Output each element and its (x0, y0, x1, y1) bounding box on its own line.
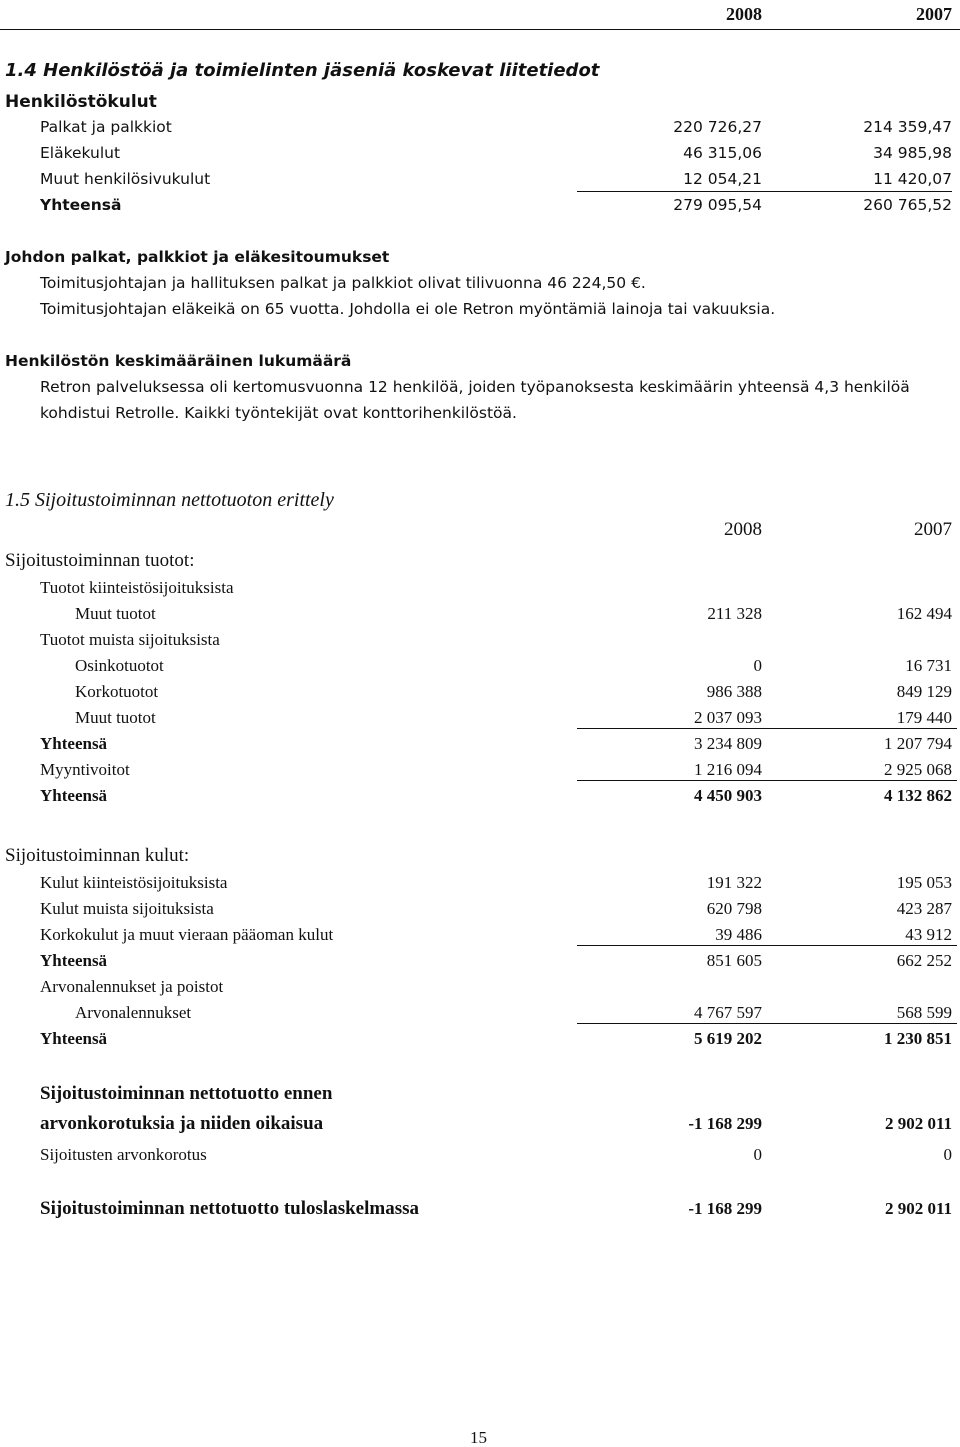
row-value-2008: 191 322 (706, 873, 762, 892)
management-pay-title: Johdon palkat, palkkiot ja eläkesitoumukset (5, 248, 390, 266)
row-label: Tuotot kiinteistösijoituksista (40, 578, 234, 597)
row-value-2008: 0 (753, 656, 762, 675)
subtotal-rule (577, 945, 957, 946)
row-value-2007: 214 359,47 (863, 118, 952, 136)
row-label: Arvonalennukset (75, 1003, 192, 1022)
net-return-before-label: arvonkorotuksia ja niiden oikaisua (40, 1113, 324, 1134)
row-label: Kulut kiinteistösijoituksista (40, 873, 228, 892)
row-value-2008: 620 798 (706, 899, 762, 918)
row-label: Osinkotuotot (75, 656, 164, 675)
average-staff-text: Retron palveluksessa oli kertomusvuonna 12 henkilöä, joiden työpanoksesta keskimäärin yhteensä 4,3 henkilöä (40, 378, 910, 396)
row-label: Kulut muista sijoituksista (40, 899, 214, 918)
row-label: Muut henkilösivukulut (40, 170, 211, 188)
row-value-2007: 162 494 (896, 604, 952, 623)
row-label: Myyntivoitot (40, 760, 130, 779)
grand-total-value-2008: 5 619 202 (694, 1029, 762, 1048)
grand-total-value-2007: 1 230 851 (884, 1029, 952, 1048)
year-2008-header: 2008 (726, 4, 762, 24)
row-value-2007: 2 925 068 (884, 760, 952, 779)
grand-total-value-2007: 4 132 862 (884, 786, 952, 805)
net-return-total-2007: 2 902 011 (884, 1199, 952, 1218)
row-value-2008: 46 315,06 (683, 144, 762, 162)
row-value-2008: 2 037 093 (694, 708, 762, 727)
net-return-before-2008: -1 168 299 (688, 1114, 762, 1133)
row-label: Arvonalennukset ja poistot (40, 977, 224, 996)
row-value-2008: 39 486 (715, 925, 762, 944)
row-value-2007: 43 912 (905, 925, 952, 944)
net-return-before-label: Sijoitustoiminnan nettotuotto ennen (40, 1083, 333, 1104)
row-value-2007: 11 420,07 (873, 170, 952, 188)
total-label: Yhteensä (40, 734, 108, 753)
total-value-2008: 279 095,54 (673, 196, 762, 214)
total-value-2007: 1 207 794 (884, 734, 952, 753)
total-value-2008: 3 234 809 (694, 734, 762, 753)
management-pay-text: Toimitusjohtajan eläkeikä on 65 vuotta. Johdolla ei ole Retron myöntämiä lainoja tai vakuuksia. (40, 300, 776, 318)
revaluation-2007: 0 (943, 1145, 952, 1164)
row-value-2008: 4 767 597 (694, 1003, 762, 1022)
subtotal-rule (577, 191, 952, 192)
row-value-2007: 423 287 (896, 899, 952, 918)
net-return-before-2007: 2 902 011 (884, 1114, 952, 1133)
section-1-5-heading: 1.5 Sijoitustoiminnan nettotuoton erittely (5, 489, 334, 511)
row-value-2008: 986 388 (706, 682, 762, 701)
income-title: Sijoitustoiminnan tuotot: (5, 550, 195, 571)
grand-total-label: Yhteensä (40, 1029, 108, 1048)
row-value-2007: 34 985,98 (873, 144, 952, 162)
year-2007-header: 2007 (914, 519, 952, 540)
row-value-2008: 12 054,21 (683, 170, 762, 188)
row-value-2007: 16 731 (905, 656, 952, 675)
expenses-title: Sijoitustoiminnan kulut: (5, 845, 190, 866)
row-label: Muut tuotot (75, 604, 156, 623)
subtotal-rule (577, 780, 957, 781)
section-1-4-heading: 1.4 Henkilöstöä ja toimielinten jäseniä koskevat liitetiedot (5, 60, 600, 81)
row-label: Korkotuotot (75, 682, 159, 701)
row-value-2007: 179 440 (896, 708, 952, 727)
page-number: 15 (470, 1428, 487, 1447)
revaluation-2008: 0 (753, 1145, 762, 1164)
personnel-costs-title: Henkilöstökulut (5, 92, 157, 112)
total-value-2008: 851 605 (706, 951, 762, 970)
average-staff-title: Henkilöstön keskimääräinen lukumäärä (5, 352, 352, 370)
row-value-2008: 211 328 (707, 604, 762, 623)
net-return-total-label: Sijoitustoiminnan nettotuotto tuloslaskelmassa (40, 1198, 419, 1219)
year-2008-header: 2008 (724, 519, 762, 540)
row-label: Muut tuotot (75, 708, 156, 727)
total-label: Yhteensä (40, 951, 108, 970)
management-pay-text: Toimitusjohtajan ja hallituksen palkat ja palkkiot olivat tilivuonna 46 224,50 €. (40, 274, 646, 292)
total-value-2007: 260 765,52 (863, 196, 952, 214)
row-value-2008: 1 216 094 (694, 760, 762, 779)
total-value-2007: 662 252 (896, 951, 952, 970)
average-staff-text: kohdistui Retrolle. Kaikki työntekijät ovat konttorihenkilöstöä. (40, 404, 517, 422)
row-label: Palkat ja palkkiot (40, 118, 172, 136)
row-value-2008: 220 726,27 (673, 118, 762, 136)
grand-total-label: Yhteensä (40, 786, 108, 805)
total-label: Yhteensä (40, 196, 122, 214)
year-2007-header: 2007 (916, 4, 952, 24)
revaluation-label: Sijoitusten arvonkorotus (40, 1145, 207, 1164)
row-value-2007: 849 129 (896, 682, 952, 701)
row-value-2007: 568 599 (896, 1003, 952, 1022)
net-return-total-2008: -1 168 299 (688, 1199, 762, 1218)
subtotal-rule (577, 728, 957, 729)
row-label: Tuotot muista sijoituksista (40, 630, 220, 649)
subtotal-rule (577, 1023, 957, 1024)
header-rule (0, 29, 960, 30)
row-label: Korkokulut ja muut vieraan pääoman kulut (40, 925, 334, 944)
row-value-2007: 195 053 (896, 873, 952, 892)
row-label: Eläkekulut (40, 144, 121, 162)
grand-total-value-2008: 4 450 903 (694, 786, 762, 805)
